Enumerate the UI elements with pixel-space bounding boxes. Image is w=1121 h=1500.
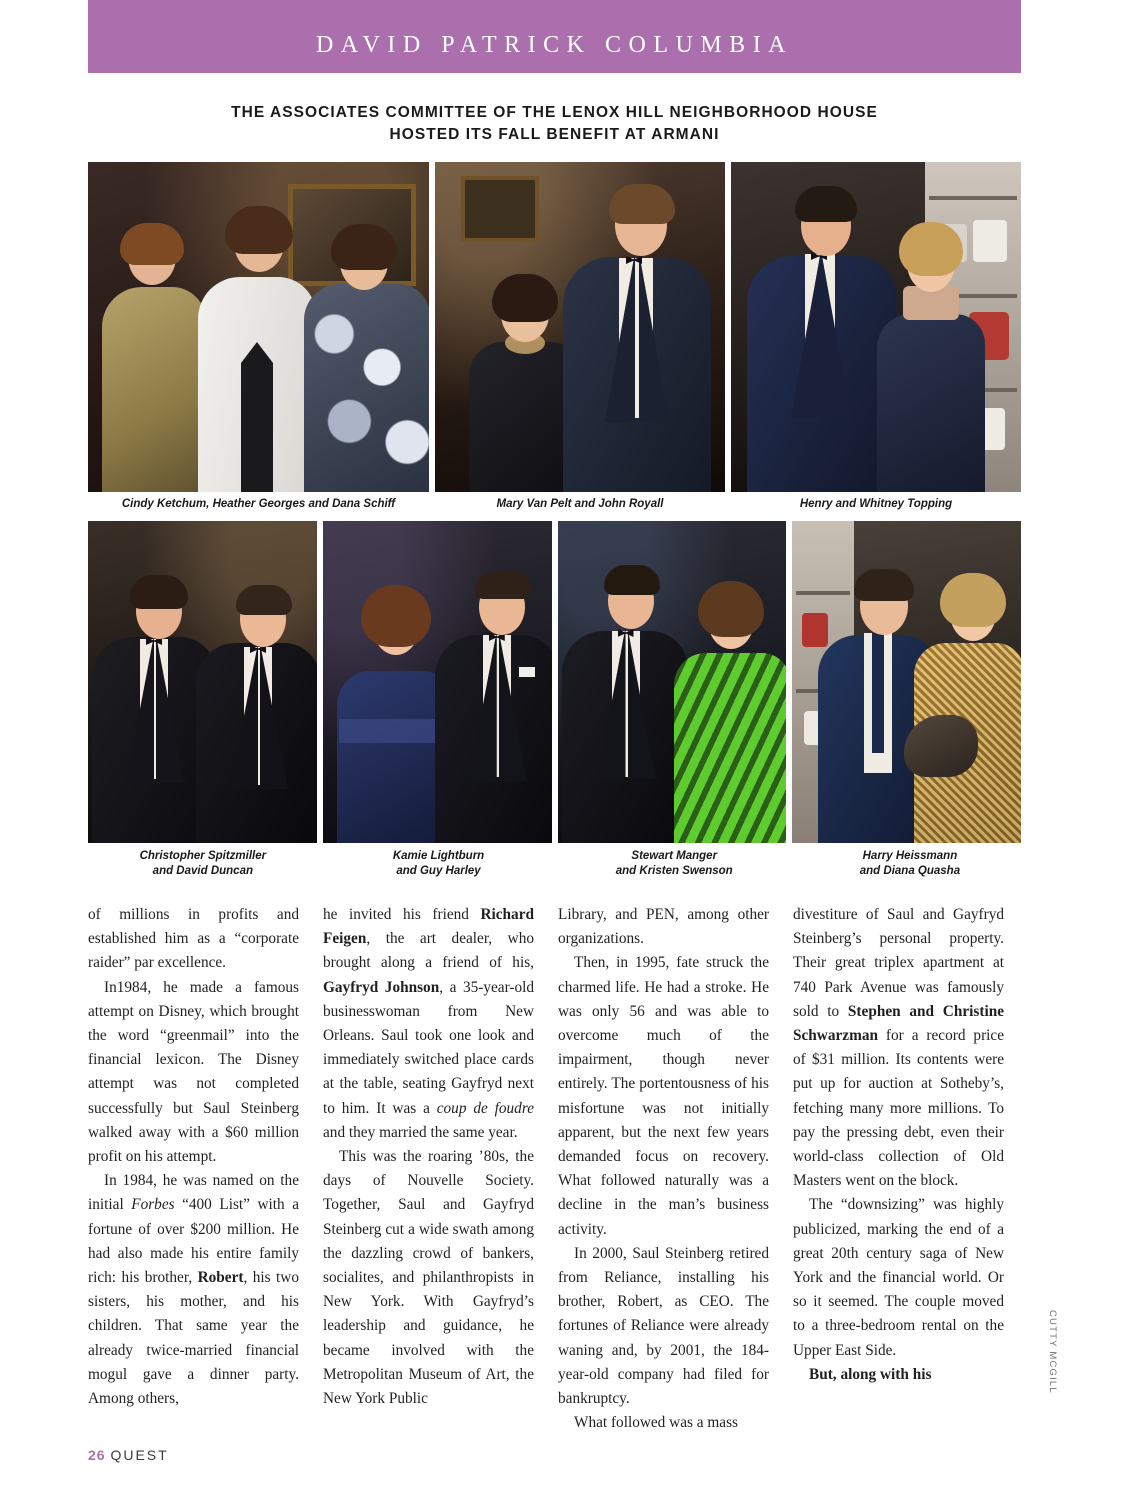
magazine-name: QUEST (110, 1447, 169, 1463)
photo-caption (795, 849, 1025, 879)
paragraph (793, 903, 1004, 1193)
photo-henry-whitney-topping (731, 162, 1021, 492)
photo-row-top (88, 162, 1021, 492)
photo-kamie-lightburn-guy-harley (323, 521, 552, 843)
caption-line-2: and Guy Harley (396, 865, 481, 877)
run-bold: Stephen and Christine Schwarzman (793, 1002, 1004, 1045)
run: divestiture of Saul and Gayfryd Steinberg’s personal property. Their great triplex apartment at 740 Park Avenue was famously sold to (793, 906, 1004, 1020)
paragraph: In1984, he made a famous attempt on Disney, which brought the word “greenmail” into the financial lexicon. The Disney attempt was not completed successfully but Saul Steinberg walked away with a $60 million profit on his attempt. (88, 978, 299, 1166)
paragraph (793, 1363, 1004, 1387)
masthead-title: DAVID PATRICK COLUMBIA (315, 32, 794, 58)
article-body (88, 903, 1021, 1432)
paragraph: Then, in 1995, fate struck the charmed life. He had a stroke. He was only 56 and was able to overcome much of the impairment, though never entirely. The portentousness of his misfortune was not initially apparent, but the next few years demanded focus on recovery. What followed naturally was a decline in the man’s business activity. (558, 954, 769, 1238)
page-number: 26 (88, 1447, 106, 1463)
headline-line-2: HOSTED ITS FALL BENEFIT AT ARMANI (389, 126, 720, 143)
photo-mary-van-pelt-john-royall (435, 162, 725, 492)
paragraph: Library, and PEN, among other organizations. (558, 906, 769, 948)
page-headline (88, 102, 1021, 146)
photo-caption (88, 849, 318, 879)
paragraph: This was the roaring ’80s, the days of Nouvelle Society. Together, Saul and Gayfryd Steinberg cut a wide swath among the dazzling crowd of bankers, socialites, and philanthropists in New York. With Gayfryd’s leadership and guidance, he became involved with the Metropolitan Museum of Art, the New York Public (323, 1148, 534, 1408)
photo-row-bottom (88, 521, 1021, 843)
photo-stewart-manger-kristen-swenson (558, 521, 787, 843)
paragraph: What followed was a mass (574, 1414, 738, 1432)
run-italic: Forbes (131, 1196, 175, 1214)
paragraph: In 2000, Saul Steinberg retired from Reliance, installing his brother, Robert, as CEO. The fortunes of Reliance were already waning and, by 2001, the 184-year-old company had filed for bankruptcy. (558, 1244, 769, 1408)
photo-christopher-spitzmiller-david-duncan (88, 521, 317, 843)
text-column-3 (558, 903, 769, 1432)
run: , his two sisters, his mother, and his children. That same year the already twice-married financial mogul gave a dinner party. Among others, (88, 1269, 299, 1408)
masthead-bar (88, 0, 1021, 73)
run-bold: But, along with his (809, 1365, 932, 1383)
run: for a record price of $31 million. Its contents were put up for auction at Sotheby’s, fetching many more millions. To pay the pressing debt, even their world-class collection of Old Masters went on the block. (793, 1027, 1004, 1190)
text-column-4 (793, 903, 1004, 1413)
photo-cindy-ketchum-heather-georges-dana-schiff (88, 162, 429, 492)
run-italic: coup de foudre (436, 1099, 534, 1117)
paragraph (88, 1169, 299, 1411)
text-column-1 (88, 903, 299, 1413)
text-column-2 (323, 903, 534, 1413)
photo-caption (559, 849, 789, 879)
caption-line-1: Stewart Manger (631, 850, 718, 862)
caption-line-1: Harry Heissmann (862, 850, 958, 862)
run-bold: Gayfryd Johnson (323, 978, 440, 996)
photo-caption: Cindy Ketchum, Heather Georges and Dana Schiff (121, 498, 396, 510)
run-bold: Robert (197, 1269, 244, 1287)
photo-caption: Henry and Whitney Topping (799, 498, 953, 510)
paragraph (323, 903, 534, 1145)
run: and they married the same year. (323, 1123, 518, 1141)
run: , the art dealer, who brought along a friend of his, (323, 930, 534, 972)
photo-caption (324, 849, 554, 879)
run: , a 35-year-old businesswoman from New Orleans. Saul took one look and immediately switched place cards at the table, seating Gayfryd next to him. It was a (323, 978, 534, 1117)
folio (88, 1447, 169, 1463)
caption-line-1: Christopher Spitzmiller (139, 850, 267, 862)
photo-caption: Mary Van Pelt and John Royall (496, 498, 664, 510)
headline-line-1: THE ASSOCIATES COMMITTEE OF THE LENOX HILL NEIGHBORHOOD HOUSE (231, 104, 878, 121)
caption-line-2: and Diana Quasha (859, 865, 961, 877)
paragraph: The “downsizing” was highly publicized, marking the end of a great 20th century saga of New York and the financial world. Or so it seemed. The couple moved to a three-bedroom rental on the Upper East Side. (793, 1196, 1004, 1359)
photo-credit: CUTTY MCGILL (1047, 1310, 1058, 1394)
caption-line-2: and David Duncan (152, 865, 253, 877)
caption-line-1: Kamie Lightburn (392, 850, 485, 862)
run: “400 List” with a fortune of over $200 million. He had also made his entire family rich: his brother, (88, 1196, 299, 1287)
run: he invited his friend (323, 906, 481, 923)
photo-harry-heissmann-diana-quasha (792, 521, 1021, 843)
run: In 1984, he was named on the initial (88, 1172, 299, 1214)
run-bold: Richard Feigen (323, 906, 534, 948)
caption-line-2: and Kristen Swenson (615, 865, 733, 877)
paragraph: of millions in profits and established him as a “corporate raider” par excellence. (88, 906, 299, 972)
